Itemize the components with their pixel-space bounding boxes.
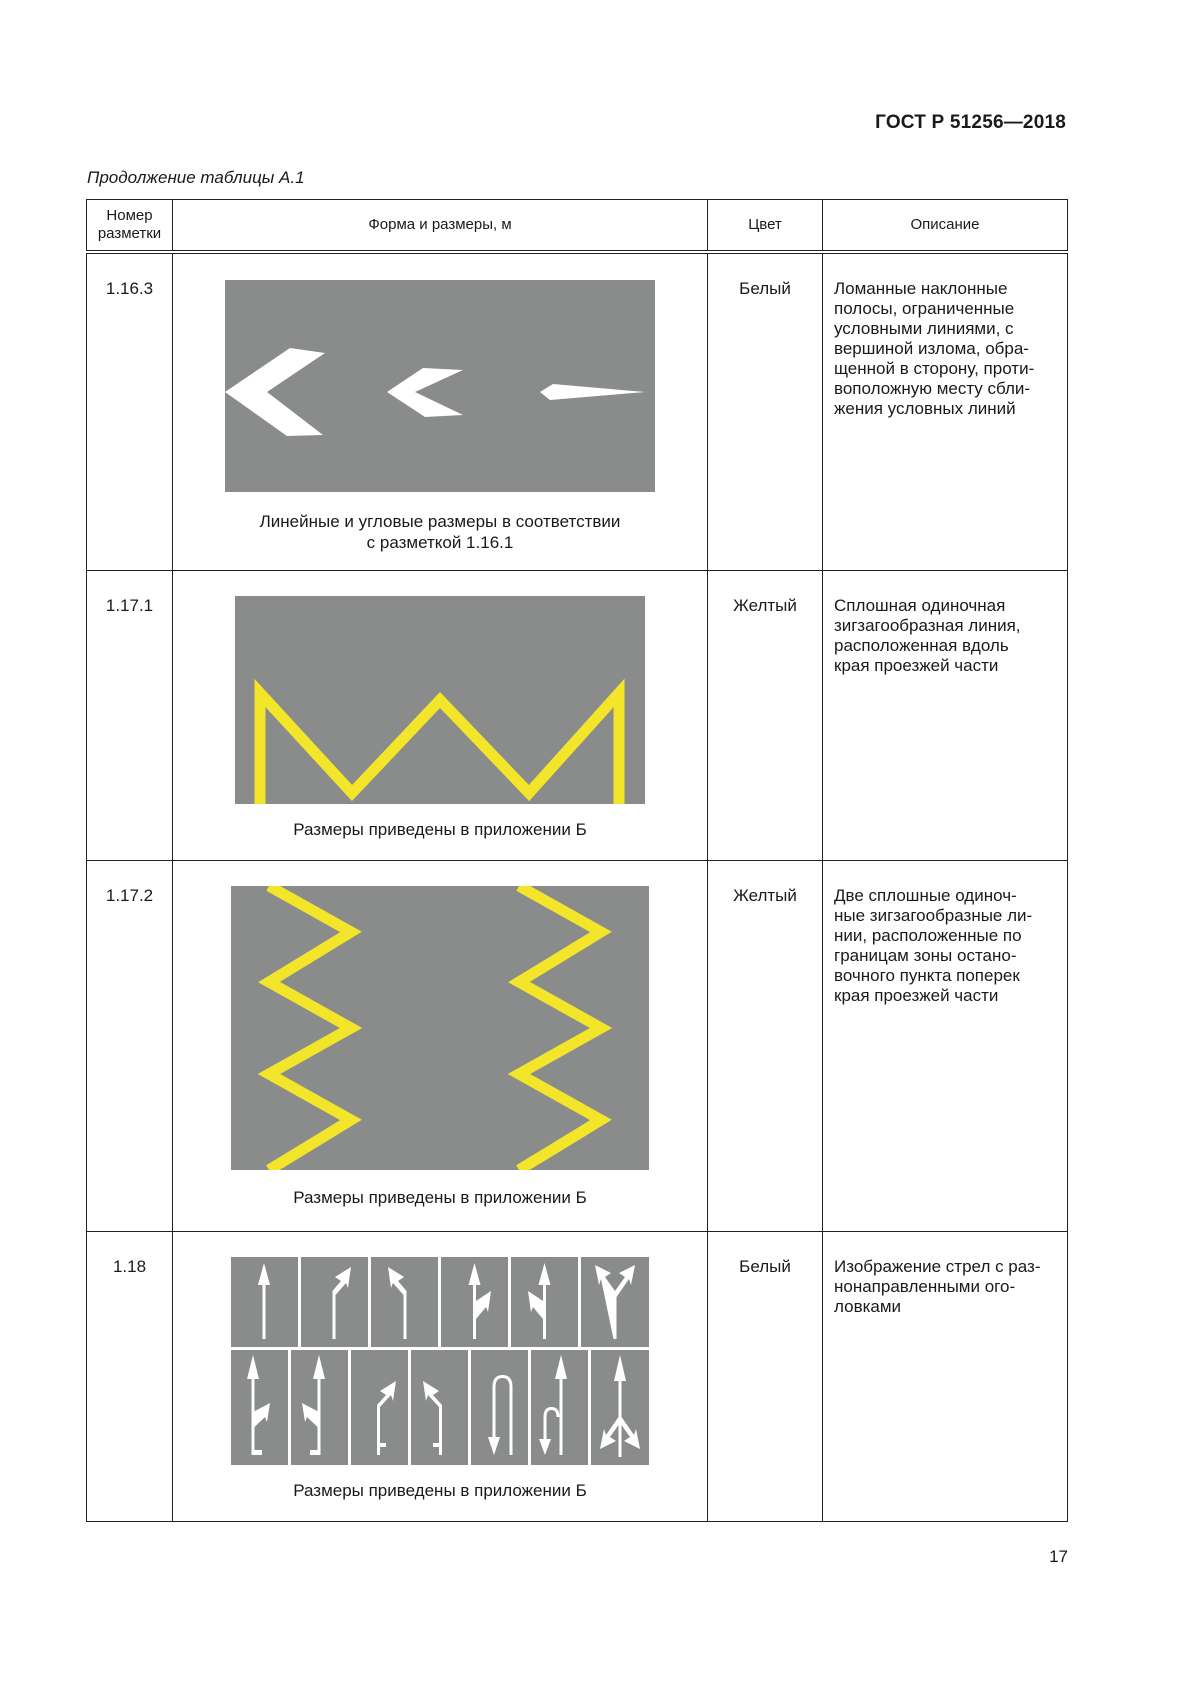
column-header-form: Форма и размеры, м — [173, 200, 708, 253]
markings-table — [86, 199, 1068, 1522]
marking-number: 1.16.3 — [87, 252, 173, 570]
marking-color: Белый — [708, 1231, 823, 1521]
description-line: границам зоны остано- — [834, 945, 1017, 965]
document-code: ГОСТ Р 51256—2018 — [875, 112, 1066, 133]
marking-description — [823, 252, 1068, 570]
description-line: края проезжей части — [834, 985, 999, 1005]
marking-1-17-1-diagram — [235, 596, 645, 804]
arrow-tile — [231, 1350, 288, 1465]
description-line: Сплошная одиночная — [834, 595, 1006, 615]
description-line: Две сплошные одиноч- — [834, 885, 1017, 905]
description-line: Изображение стрел с раз- — [834, 1256, 1041, 1276]
marking-note: Размеры приведены в приложении Б — [293, 1187, 587, 1207]
table-header-row — [87, 200, 1068, 253]
description-line: полосы, ограниченные — [834, 299, 1015, 318]
description-line: зигзагообразная линия, — [834, 615, 1021, 635]
marking-note-line: Линейные и угловые размеры в соответствии — [259, 512, 621, 531]
description-line: вочного пункта поперек — [834, 965, 1020, 985]
description-line: воположную месту сбли- — [834, 379, 1031, 398]
marking-note: Размеры приведены в приложении Б — [293, 1480, 587, 1500]
description-line: расположенная вдоль — [834, 635, 1009, 655]
description-line: вершиной излома, обра- — [834, 339, 1029, 358]
marking-1-17-2-diagram — [231, 886, 649, 1170]
description-line: Ломанные наклонные — [834, 279, 1008, 298]
asphalt-background — [225, 280, 655, 492]
marking-note-line: с разметкой 1.16.1 — [366, 533, 514, 552]
description-line: нии, расположенные по — [834, 925, 1022, 945]
marking-description — [823, 1231, 1068, 1521]
marking-note: Размеры приведены в приложении Б — [293, 819, 587, 839]
marking-form-cell — [173, 570, 708, 860]
table-row — [87, 570, 1068, 860]
marking-number: 1.18 — [87, 1231, 173, 1521]
marking-form-cell — [173, 1231, 708, 1521]
marking-1-16-3-diagram — [225, 280, 655, 492]
description-line: нонаправленными ого- — [834, 1276, 1016, 1296]
page-number: 17 — [1049, 1547, 1068, 1566]
table-row — [87, 860, 1068, 1231]
arrow-tile — [471, 1350, 528, 1465]
marking-description — [823, 570, 1068, 860]
marking-form-cell — [173, 252, 708, 570]
marking-form-cell — [173, 860, 708, 1231]
table-row — [87, 252, 1068, 570]
column-header-number: Номер разметки — [87, 200, 173, 253]
marking-description — [823, 860, 1068, 1231]
marking-1-18-diagram — [231, 1257, 649, 1465]
description-line: ловками — [834, 1296, 902, 1316]
column-header-color: Цвет — [708, 200, 823, 253]
marking-color: Желтый — [708, 570, 823, 860]
marking-color: Белый — [708, 252, 823, 570]
description-line: щенной в сторону, проти- — [834, 359, 1035, 378]
marking-number: 1.17.1 — [87, 570, 173, 860]
column-header-description: Описание — [823, 200, 1068, 253]
marking-number: 1.17.2 — [87, 860, 173, 1231]
table-caption: Продолжение таблицы А.1 — [87, 168, 305, 187]
table-row — [87, 1231, 1068, 1521]
marking-color: Желтый — [708, 860, 823, 1231]
description-line: ные зигзагообразные ли- — [834, 905, 1033, 925]
description-line: условными линиями, с — [834, 319, 1014, 338]
description-line: жения условных линий — [834, 399, 1016, 418]
description-line: края проезжей части — [834, 655, 999, 675]
